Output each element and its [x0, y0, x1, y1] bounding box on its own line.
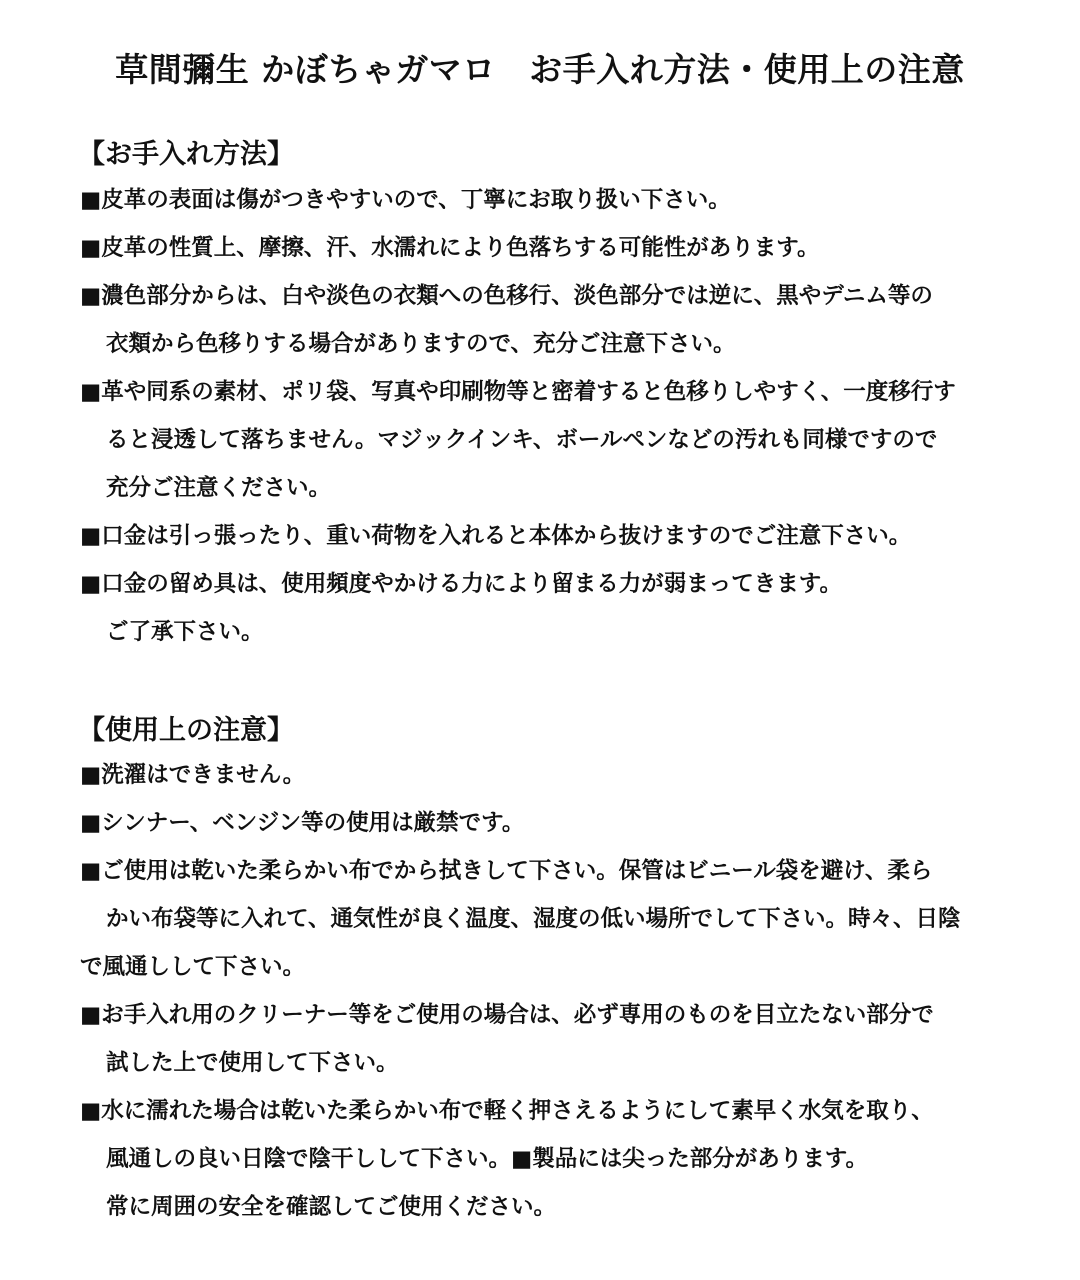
care-line-3: ■濃色部分からは、白や淡色の衣類への色移行、淡色部分では逆に、黒やデニム等の	[80, 283, 933, 309]
care-line-8: ■口金は引っ張ったり、重い荷物を入れると本体から抜けますのでご注意下さい。	[80, 523, 912, 549]
usage-line-6: ■お手入れ用のクリーナー等をご使用の場合は、必ず専用のものを目立たない部分で	[80, 1002, 934, 1028]
care-line-7: 充分ご注意ください。	[106, 475, 332, 501]
care-line-2: ■皮革の性質上、摩擦、汗、水濡れにより色落ちする可能性があります。	[80, 235, 820, 261]
care-line-1: ■皮革の表面は傷がつきやすいので、丁寧にお取り扱い下さい。	[80, 187, 731, 213]
usage-line-5: で風通しして下さい。	[80, 954, 306, 980]
page-title: 草間彌生 かぼちゃガマロ お手入れ方法・使用上の注意	[115, 50, 965, 89]
care-line-10: ご了承下さい。	[106, 619, 264, 645]
usage-line-2: ■シンナー、ベンジン等の使用は厳禁です。	[80, 810, 525, 836]
usage-line-3: ■ご使用は乾いた柔らかい布でから拭きして下さい。保管はビニール袋を避け、柔ら	[80, 858, 933, 884]
usage-line-7: 試した上で使用して下さい。	[106, 1050, 399, 1076]
usage-line-4: かい布袋等に入れて、通気性が良く温度、湿度の低い場所でして下さい。時々、日陰	[106, 906, 961, 932]
usage-line-10: 常に周囲の安全を確認してご使用ください。	[106, 1194, 557, 1220]
care-line-6: ると浸透して落ちません。マジックインキ、ボールペンなどの汚れも同様ですので	[106, 427, 938, 453]
care-line-5: ■革や同系の素材、ポリ袋、写真や印刷物等と密着すると色移りしやすく、一度移行す	[80, 379, 956, 405]
usage-line-8: ■水に濡れた場合は乾いた柔らかい布で軽く押さえるようにして素早く水気を取り、	[80, 1098, 934, 1124]
care-line-4: 衣類から色移りする場合がありますので、充分ご注意下さい。	[106, 331, 736, 357]
care-section-heading: 【お手入れ方法】	[78, 139, 294, 170]
care-line-9: ■口金の留め具は、使用頻度やかける力により留まる力が弱まってきます。	[80, 571, 842, 597]
usage-line-1: ■洗濯はできません。	[80, 762, 306, 788]
usage-line-9: 風通しの良い日陰で陰干しして下さい。■製品には尖った部分があります。	[106, 1146, 868, 1172]
usage-section-heading: 【使用上の注意】	[78, 715, 294, 746]
